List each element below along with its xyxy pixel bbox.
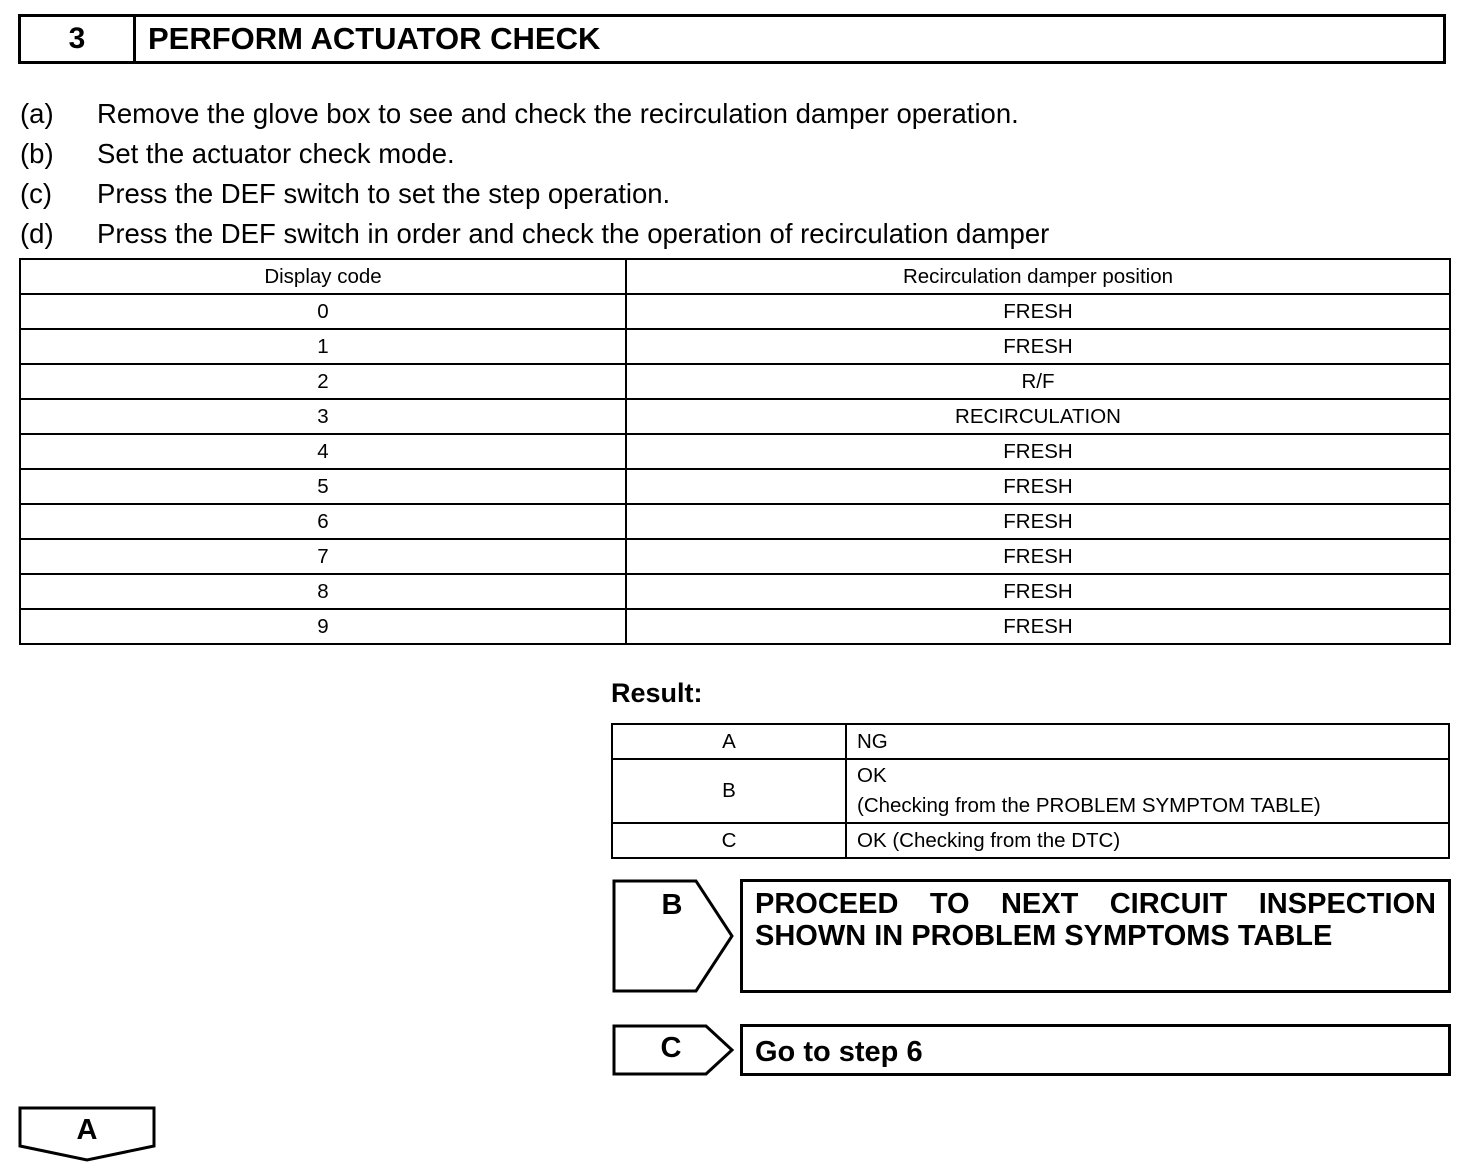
step-number: 3 (21, 17, 136, 61)
instruction-label: (b) (20, 138, 54, 169)
table-row (20, 609, 1450, 644)
column-header-damper-position: Recirculation damper position (626, 259, 1450, 294)
damper-position-cell: FRESH (626, 504, 1450, 539)
branch-c-letter: C (660, 1032, 682, 1064)
display-code-cell: 4 (20, 434, 626, 469)
instruction-text: Remove the glove box to see and check the recirculation damper operation. (97, 98, 1019, 129)
result-code: C (612, 823, 846, 858)
branch-b-letter: B (661, 889, 683, 921)
display-code-cell: 0 (20, 294, 626, 329)
result-text-detail: (Checking from the PROBLEM SYMPTOM TABLE) (857, 794, 1321, 817)
instruction-item (20, 134, 1450, 174)
result-text: NG (846, 724, 1449, 759)
branch-b-arrow[interactable] (612, 879, 736, 993)
display-code-cell: 3 (20, 399, 626, 434)
result-row (612, 823, 1449, 858)
instruction-label: (d) (20, 218, 54, 249)
step-title: PERFORM ACTUATOR CHECK (148, 21, 601, 56)
display-code-cell: 5 (20, 469, 626, 504)
display-code-cell: 9 (20, 609, 626, 644)
table-row (20, 504, 1450, 539)
table-row (20, 294, 1450, 329)
table-row (20, 574, 1450, 609)
table-row (20, 434, 1450, 469)
instruction-item (20, 174, 1450, 214)
branch-a-letter: A (76, 1114, 98, 1146)
table-row (20, 399, 1450, 434)
column-header-display-code: Display code (20, 259, 626, 294)
display-code-cell: 6 (20, 504, 626, 539)
branch-c-action-text: Go to step 6 (755, 1036, 923, 1068)
result-text: OK (Checking from the DTC) (846, 823, 1449, 858)
damper-position-cell: FRESH (626, 609, 1450, 644)
result-label: Result: (611, 678, 703, 708)
damper-position-cell: FRESH (626, 329, 1450, 364)
damper-position-cell: FRESH (626, 294, 1450, 329)
damper-position-cell: FRESH (626, 574, 1450, 609)
display-code-cell: 2 (20, 364, 626, 399)
instruction-text: Press the DEF switch to set the step operation. (97, 178, 671, 209)
table-row (20, 469, 1450, 504)
instruction-label: (a) (20, 98, 54, 129)
branch-b-action-line1: PROCEED TO NEXT CIRCUIT INSPECTION (755, 888, 1436, 920)
result-row (612, 759, 1449, 823)
branch-a-arrow[interactable] (18, 1106, 156, 1162)
branch-b-action-line2: SHOWN IN PROBLEM SYMPTOMS TABLE (755, 920, 1333, 952)
table-row (20, 329, 1450, 364)
instruction-label: (c) (20, 178, 53, 209)
result-code: B (612, 759, 846, 823)
result-row (612, 724, 1449, 759)
table-header-row (20, 259, 1450, 294)
result-table (611, 723, 1450, 859)
instruction-text: Press the DEF switch in order and check the operation of recirculation damper (97, 218, 1050, 249)
result-code: A (612, 724, 846, 759)
damper-position-cell: FRESH (626, 434, 1450, 469)
instruction-text: Set the actuator check mode. (97, 138, 455, 169)
result-text: OK (857, 764, 887, 787)
damper-position-cell: FRESH (626, 539, 1450, 574)
display-code-cell: 8 (20, 574, 626, 609)
branch-b-action-box (740, 879, 1451, 993)
step-header (18, 14, 1446, 64)
damper-position-cell: RECIRCULATION (626, 399, 1450, 434)
branch-c-action-box (740, 1024, 1451, 1076)
instruction-item (20, 214, 1450, 254)
table-row (20, 539, 1450, 574)
damper-position-cell: R/F (626, 364, 1450, 399)
damper-position-cell: FRESH (626, 469, 1450, 504)
result-text-cell (846, 759, 1449, 823)
display-code-cell: 1 (20, 329, 626, 364)
display-code-cell: 7 (20, 539, 626, 574)
instruction-item (20, 94, 1450, 134)
damper-position-table (19, 258, 1451, 645)
table-row (20, 364, 1450, 399)
instruction-list (20, 94, 1450, 254)
branch-c-arrow[interactable] (612, 1024, 736, 1076)
